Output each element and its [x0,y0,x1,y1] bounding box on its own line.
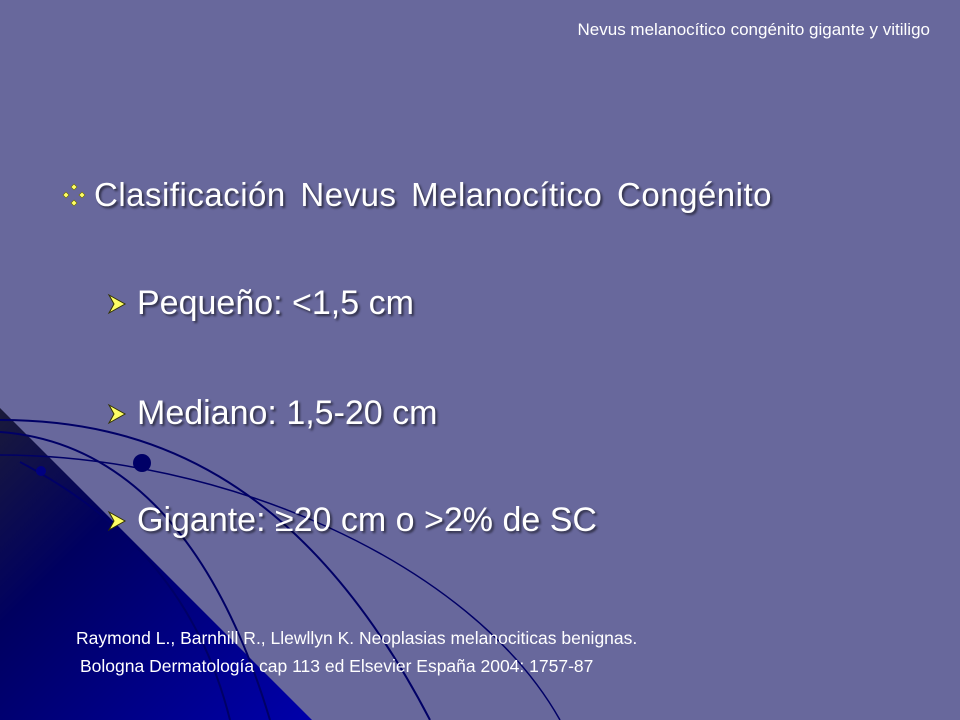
main-bullet-text: Clasificación Nevus Melanocítico Congénito [94,176,772,213]
sub-bullet-mediano [107,394,438,433]
dot [133,454,151,472]
reference-line-1: Raymond L., Barnhill R., Llewllyn K. Neoplasias melanociticas benignas. [76,628,638,648]
arrow-bullet-icon [107,510,127,532]
arrow-bullet-icon [107,293,127,315]
sub-bullet-text: Mediano: 1,5-20 cm [137,394,438,432]
slide-header: Nevus melanocítico congénito gigante y vitiligo [577,20,930,39]
main-bullet [62,176,772,214]
reference-line-2: Bologna Dermatología cap 113 ed Elsevier España 2004: 1757-87 [80,656,594,676]
dot [36,466,46,476]
sub-bullet-gigante [107,501,597,540]
reference-citation [76,624,637,680]
sub-bullet-text: Gigante: ≥20 cm o >2% de SC [137,501,597,539]
arrow-bullet-icon [107,403,127,425]
sub-bullet-pequeno [107,284,414,323]
sub-bullet-text: Pequeño: <1,5 cm [137,284,414,322]
diamond-bullet-icon [62,183,86,207]
